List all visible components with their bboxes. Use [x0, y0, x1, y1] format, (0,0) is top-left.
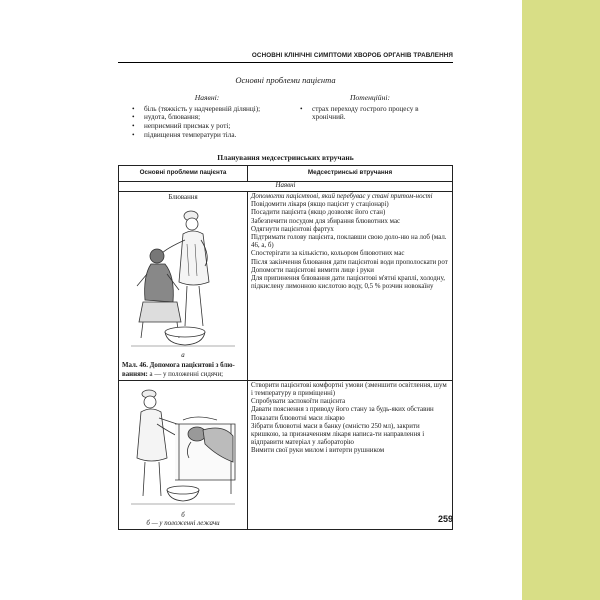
intervention-item: Зібрати блювотні маси в банку (ємністю 250 мл), закрити кришкою, за призначенням лікаря написа-ти направлення і відправити матеріал у лабораторію	[251, 422, 425, 447]
illustration-sitting-patient	[127, 204, 239, 352]
potential-problems-heading: Потенційні:	[349, 93, 390, 102]
illustration-lying-patient	[127, 384, 239, 512]
intervention-item: Спробувати заспокоїти пацієнта	[251, 398, 346, 406]
section-title: Основні проблеми пацієнта	[235, 75, 336, 85]
intervention-item: Показати блювотні маси лікарю	[251, 414, 345, 422]
intervention-heading: Допомогти пацієнтові, який перебуває у стані притом-ності	[251, 193, 433, 200]
figure-caption	[122, 362, 244, 378]
intervention-item: Забезпечити посудом для збирання блювотних мас	[251, 217, 401, 225]
problem-cell-lying	[119, 380, 248, 529]
problem-label: Блювання	[168, 194, 198, 201]
interventions-cell-2	[248, 380, 453, 529]
interventions-cell-1	[248, 192, 453, 381]
list-item: • нудота, блювання;	[132, 113, 282, 122]
page-edge-strip	[522, 0, 600, 600]
book-page	[118, 52, 453, 542]
intervention-item: Після закінчення блювання дати пацієнтові води прополоскати рот	[251, 258, 448, 266]
problem-cell-vomiting	[119, 192, 248, 381]
caption-bold: Мал. 46. Допомога пацієнтові з блю-ванням:	[122, 362, 235, 378]
col-interventions-header: Медсестринські втручання	[248, 166, 453, 182]
table-row	[119, 380, 453, 529]
intervention-item: Спостерігати за кількістю, кольором блювотних мас	[251, 250, 405, 258]
nursing-plan-table	[118, 165, 453, 530]
table-header-row	[119, 166, 453, 182]
actual-problems-list	[132, 105, 282, 140]
potential-problems-column	[300, 94, 440, 122]
intervention-item: Вимити свої руки милом і витерти рушником	[251, 447, 385, 455]
intervention-item: Одягнути пацієнтові фартух	[251, 225, 334, 233]
intervention-item: Підтримати голову пацієнта, поклавши свою доло-ню на лоб (мал. 46, а, б)	[251, 234, 447, 250]
list-item: • страх переходу гострого процесу в хронічний.	[300, 105, 440, 122]
intervention-item: Створити пацієнтові комфортні умови (зменшити освітлення, шум і температуру в приміщенні)	[251, 381, 447, 398]
page-number: 259	[437, 514, 453, 524]
intervention-item: Посадити пацієнта (якщо дозволяє його стан)	[251, 209, 386, 217]
actual-problems-heading: Наявні:	[194, 93, 220, 102]
table-row	[119, 192, 453, 381]
table-subheader-row	[119, 182, 453, 192]
actual-problems-column	[132, 94, 282, 140]
list-item: • неприємний присмак у роті;	[132, 122, 282, 131]
table-subheader: Наявні	[119, 182, 453, 192]
table-title: Планування медсестринських втручань	[217, 153, 354, 162]
running-head: ОСНОВНІ КЛІНІЧНІ СИМПТОМИ ХВОРОБ ОРГАНІВ ТРАВЛЕННЯ	[118, 52, 453, 63]
figure-letter-b: б	[181, 511, 185, 519]
list-item: • біль (тяжкість у надчеревній ділянці);	[132, 105, 282, 114]
caption-rest: а — у положенні сидячи;	[147, 370, 224, 378]
col-problems-header: Основні проблеми пацієнта	[119, 166, 248, 182]
intervention-item: Допомогти пацієнтові вимити лице і руки	[251, 266, 374, 274]
potential-problems-list	[300, 105, 440, 122]
intervention-item: Повідомити лікаря (якщо пацієнт у стаціонарі)	[251, 201, 389, 209]
figure-caption-b: б — у положенні лежачи	[146, 520, 220, 528]
figure-letter-a: а	[181, 352, 185, 360]
intervention-item: Давати пояснення з приводу його стану за будь-яких обставин	[251, 406, 434, 414]
intervention-item: Для припинення блювання дати пацієнтові м'ятні краплі, холодну, підкислену лимонною кислотою воду, 0,5 % розчин новокаїну	[251, 275, 445, 291]
list-item: • підвищення температури тіла.	[132, 131, 282, 140]
